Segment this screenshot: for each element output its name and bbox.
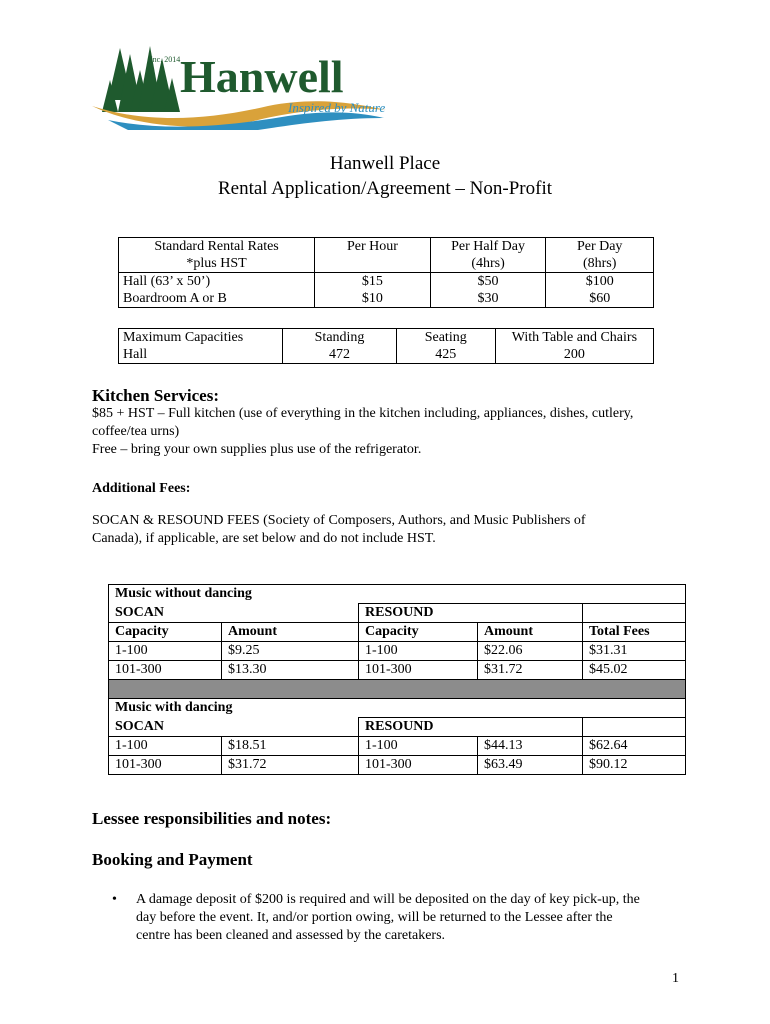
table-cell: $18.51 xyxy=(222,737,359,756)
table-cell: $31.72 xyxy=(222,756,359,775)
divider-row xyxy=(109,680,686,699)
table-cell: $22.06 xyxy=(478,642,583,661)
table-cell: 200 xyxy=(563,347,585,362)
bullet-line: centre has been cleaned and assessed by the caretakers. xyxy=(136,928,446,943)
table-cell: $100 xyxy=(585,274,614,289)
table-cell: 101-300 xyxy=(109,756,222,775)
table-cell: 425 xyxy=(435,347,457,362)
table-header: (8hrs) xyxy=(582,256,617,271)
page-number: 1 xyxy=(672,971,679,986)
hanwell-logo xyxy=(88,40,388,130)
table-cell: Hall xyxy=(123,347,148,362)
kitchen-line: coffee/tea urns) xyxy=(92,424,180,439)
additional-fees-line: SOCAN & RESOUND FEES (Society of Composers, Authors, and Music Publishers of xyxy=(92,513,586,528)
svg-text:Hanwell: Hanwell xyxy=(180,51,344,102)
bullet-icon: • xyxy=(112,892,117,907)
table-cell: $63.49 xyxy=(478,756,583,775)
section-label: Music with dancing xyxy=(109,699,686,718)
table-cell: Boardroom A or B xyxy=(123,291,227,306)
additional-fees-line: Canada), if applicable, are set below and do not include HST. xyxy=(92,531,436,546)
table-header: Per Half Day xyxy=(451,239,525,254)
table-cell: $10 xyxy=(361,291,383,306)
table-cell: $15 xyxy=(361,274,383,289)
table-cell: 101-300 xyxy=(359,756,478,775)
table-row xyxy=(109,718,686,737)
table-cell xyxy=(583,718,686,737)
table-cell: 1-100 xyxy=(359,737,478,756)
rental-rates-table xyxy=(118,237,654,308)
table-cell: 1-100 xyxy=(109,642,222,661)
table-cell: 1-100 xyxy=(359,642,478,661)
lessee-heading: Lessee responsibilities and notes: xyxy=(92,809,332,828)
table-row xyxy=(109,699,686,718)
table-header: (4hrs) xyxy=(471,256,505,271)
table-cell: $62.64 xyxy=(583,737,686,756)
table-header: Standing xyxy=(314,330,365,345)
music-fees-table xyxy=(108,584,686,775)
table-row xyxy=(109,604,686,623)
deposit-bullet xyxy=(136,891,680,945)
table-row xyxy=(109,585,686,604)
svg-text:Inc. 2014: Inc. 2014 xyxy=(150,55,181,64)
page-subtitle: Rental Application/Agreement – Non-Profit xyxy=(217,178,552,199)
table-header: Capacity xyxy=(109,623,222,642)
page-title: Hanwell Place xyxy=(329,153,441,174)
table-header: Amount xyxy=(478,623,583,642)
table-cell: $60 xyxy=(589,291,611,306)
table-header: Total Fees xyxy=(583,623,686,642)
table-header: RESOUND xyxy=(359,718,583,737)
table-cell xyxy=(583,604,686,623)
section-label: Music without dancing xyxy=(109,585,686,604)
table-header: SOCAN xyxy=(109,604,359,623)
table-cell: 101-300 xyxy=(109,661,222,680)
table-row xyxy=(109,661,686,680)
bullet-line: A damage deposit of $200 is required and will be deposited on the day of key pick-up, the xyxy=(136,892,640,907)
table-cell: $90.12 xyxy=(583,756,686,775)
table-cell: $50 xyxy=(477,274,499,289)
bullet-line: day before the event. It, and/or portion owing, will be returned to the Lessee after the xyxy=(136,910,613,925)
table-header: Amount xyxy=(222,623,359,642)
table-cell: 472 xyxy=(329,347,351,362)
kitchen-line: Free – bring your own supplies plus use of the refrigerator. xyxy=(92,442,422,457)
table-row xyxy=(119,273,654,308)
table-header: Per Hour xyxy=(346,239,398,254)
table-header: Per Day xyxy=(576,239,623,254)
table-header: SOCAN xyxy=(109,718,359,737)
table-header: Seating xyxy=(424,330,467,345)
table-row xyxy=(109,642,686,661)
table-cell: $13.30 xyxy=(222,661,359,680)
kitchen-line: $85 + HST – Full kitchen (use of everything in the kitchen including, appliances, dishes, cutlery, xyxy=(92,406,634,421)
table-cell: $30 xyxy=(477,291,499,306)
booking-heading: Booking and Payment xyxy=(92,850,253,869)
table-row xyxy=(109,623,686,642)
table-header: With Table and Chairs xyxy=(511,330,638,345)
table-cell: $31.31 xyxy=(583,642,686,661)
additional-fees-heading: Additional Fees: xyxy=(92,481,191,496)
table-cell: 1-100 xyxy=(109,737,222,756)
table-row xyxy=(119,329,654,364)
svg-text:Inspired by Nature: Inspired by Nature xyxy=(288,100,386,115)
table-row xyxy=(109,737,686,756)
table-cell: $9.25 xyxy=(222,642,359,661)
kitchen-heading: Kitchen Services: xyxy=(92,386,219,405)
table-header: *plus HST xyxy=(186,256,247,271)
capacities-table xyxy=(118,328,654,364)
table-header: RESOUND xyxy=(359,604,583,623)
table-cell: $31.72 xyxy=(478,661,583,680)
table-header: Standard Rental Rates xyxy=(154,239,279,254)
table-cell: $45.02 xyxy=(583,661,686,680)
table-header: Maximum Capacities xyxy=(123,330,244,345)
table-cell: 101-300 xyxy=(359,661,478,680)
table-row xyxy=(109,756,686,775)
table-cell: Hall (63’ x 50’) xyxy=(123,274,211,289)
table-header: Capacity xyxy=(359,623,478,642)
table-row xyxy=(119,238,654,273)
table-cell: $44.13 xyxy=(478,737,583,756)
